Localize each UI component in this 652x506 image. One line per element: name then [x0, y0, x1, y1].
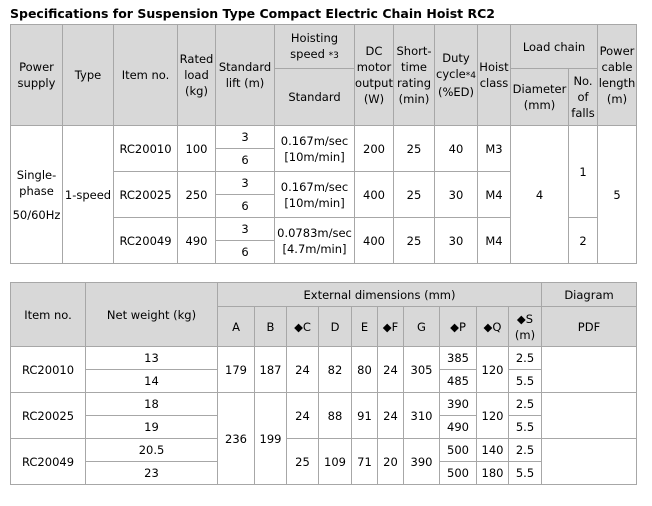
rating-cell: 25	[394, 172, 435, 218]
rating-cell: 25	[394, 218, 435, 264]
power-cable-header: Power cable length (m)	[598, 25, 637, 126]
p-cell: 390	[440, 393, 477, 416]
e-cell: 71	[352, 439, 378, 485]
hoisting-speed-header: Hoisting speed *3	[275, 25, 355, 69]
type-header: Type	[63, 25, 114, 126]
p-cell: 500	[440, 462, 477, 485]
duty-cell: 30	[435, 172, 478, 218]
d-cell: 88	[319, 393, 352, 439]
g-cell: 305	[404, 347, 440, 393]
s-cell: 5.5	[509, 370, 542, 393]
a-cell: 179	[218, 347, 255, 393]
d-cell: 82	[319, 347, 352, 393]
q-cell: 120	[477, 393, 509, 439]
pdf-cell	[542, 439, 637, 485]
net-weight-header: Net weight (kg)	[86, 283, 218, 347]
pdf-cell	[542, 347, 637, 393]
lift-cell: 3	[216, 172, 275, 195]
load-cell: 100	[178, 126, 216, 172]
falls-cell: 2	[569, 218, 598, 264]
item-cell: RC20025	[114, 172, 178, 218]
col-s-header: ◆S (m)	[509, 307, 542, 347]
c-cell: 24	[287, 347, 319, 393]
hoist-class-header: Hoist class	[478, 25, 511, 126]
b-cell: 187	[255, 347, 287, 393]
item-cell: RC20010	[114, 126, 178, 172]
col-d-header: D	[319, 307, 352, 347]
motor-cell: 200	[355, 126, 394, 172]
p-cell: 500	[440, 439, 477, 462]
b-cell: 199	[255, 393, 287, 485]
p-cell: 385	[440, 347, 477, 370]
cable-length-cell: 5	[598, 126, 637, 264]
a-cell: 236	[218, 393, 255, 485]
duty-cell: 40	[435, 126, 478, 172]
item-cell: RC20049	[114, 218, 178, 264]
e-cell: 91	[352, 393, 378, 439]
item-cell: RC20010	[11, 347, 86, 393]
class-cell: M3	[478, 126, 511, 172]
item-no-header: Item no.	[114, 25, 178, 126]
s-cell: 2.5	[509, 439, 542, 462]
diameter-cell: 4	[511, 126, 569, 264]
p-cell: 485	[440, 370, 477, 393]
dimensions-table	[10, 282, 637, 485]
s-cell: 5.5	[509, 416, 542, 439]
diagram-header: Diagram	[542, 283, 637, 307]
q-cell: 120	[477, 347, 509, 393]
external-dimensions-header: External dimensions (mm)	[218, 283, 542, 307]
pdf-cell	[542, 393, 637, 439]
lift-cell: 6	[216, 241, 275, 264]
page-title: Specifications for Suspension Type Compact Electric Chain Hoist RC2	[10, 6, 495, 21]
col-c-header: ◆C	[287, 307, 319, 347]
col-e-header: E	[352, 307, 378, 347]
col-f-header: ◆F	[378, 307, 404, 347]
rated-load-header: Rated load (kg)	[178, 25, 216, 126]
type-cell: 1-speed	[63, 126, 114, 264]
col-a-header: A	[218, 307, 255, 347]
weight-cell: 13	[86, 347, 218, 370]
g-cell: 390	[404, 439, 440, 485]
col-p-header: ◆P	[440, 307, 477, 347]
weight-cell: 23	[86, 462, 218, 485]
falls-cell: 1	[569, 126, 598, 218]
p-cell: 490	[440, 416, 477, 439]
rating-cell: 25	[394, 126, 435, 172]
s-cell: 2.5	[509, 347, 542, 370]
d-cell: 109	[319, 439, 352, 485]
standard-lift-header: Standard lift (m)	[216, 25, 275, 126]
duty-cycle-header: Duty cycle*4 (%ED)	[435, 25, 478, 126]
no-falls-header: No. of falls	[569, 69, 598, 126]
f-cell: 24	[378, 347, 404, 393]
weight-cell: 19	[86, 416, 218, 439]
load-cell: 490	[178, 218, 216, 264]
diameter-header: Diameter (mm)	[511, 69, 569, 126]
q-cell: 140	[477, 439, 509, 462]
dc-motor-header: DC motor output (W)	[355, 25, 394, 126]
q-cell: 180	[477, 462, 509, 485]
pdf-header: PDF	[542, 307, 637, 347]
speed-cell: 0.0783m/sec [4.7m/min]	[275, 218, 355, 264]
motor-cell: 400	[355, 172, 394, 218]
lift-cell: 3	[216, 126, 275, 149]
weight-cell: 18	[86, 393, 218, 416]
f-cell: 24	[378, 393, 404, 439]
lift-cell: 6	[216, 149, 275, 172]
class-cell: M4	[478, 218, 511, 264]
col-b-header: B	[255, 307, 287, 347]
item-no-header: Item no.	[11, 283, 86, 347]
weight-cell: 20.5	[86, 439, 218, 462]
s-cell: 5.5	[509, 462, 542, 485]
f-cell: 20	[378, 439, 404, 485]
power-supply-header: Power supply	[11, 25, 63, 126]
load-cell: 250	[178, 172, 216, 218]
motor-cell: 400	[355, 218, 394, 264]
col-q-header: ◆Q	[477, 307, 509, 347]
speed-cell: 0.167m/sec [10m/min]	[275, 126, 355, 172]
spec-table	[10, 24, 637, 264]
short-time-header: Short- time rating (min)	[394, 25, 435, 126]
speed-cell: 0.167m/sec [10m/min]	[275, 172, 355, 218]
weight-cell: 14	[86, 370, 218, 393]
s-cell: 2.5	[509, 393, 542, 416]
standard-header: Standard	[275, 69, 355, 126]
power-supply-cell: Single- phase 50/60Hz	[11, 126, 63, 264]
lift-cell: 6	[216, 195, 275, 218]
duty-cell: 30	[435, 218, 478, 264]
g-cell: 310	[404, 393, 440, 439]
e-cell: 80	[352, 347, 378, 393]
load-chain-header: Load chain	[511, 25, 598, 69]
col-g-header: G	[404, 307, 440, 347]
c-cell: 24	[287, 393, 319, 439]
lift-cell: 3	[216, 218, 275, 241]
class-cell: M4	[478, 172, 511, 218]
item-cell: RC20025	[11, 393, 86, 439]
item-cell: RC20049	[11, 439, 86, 485]
c-cell: 25	[287, 439, 319, 485]
